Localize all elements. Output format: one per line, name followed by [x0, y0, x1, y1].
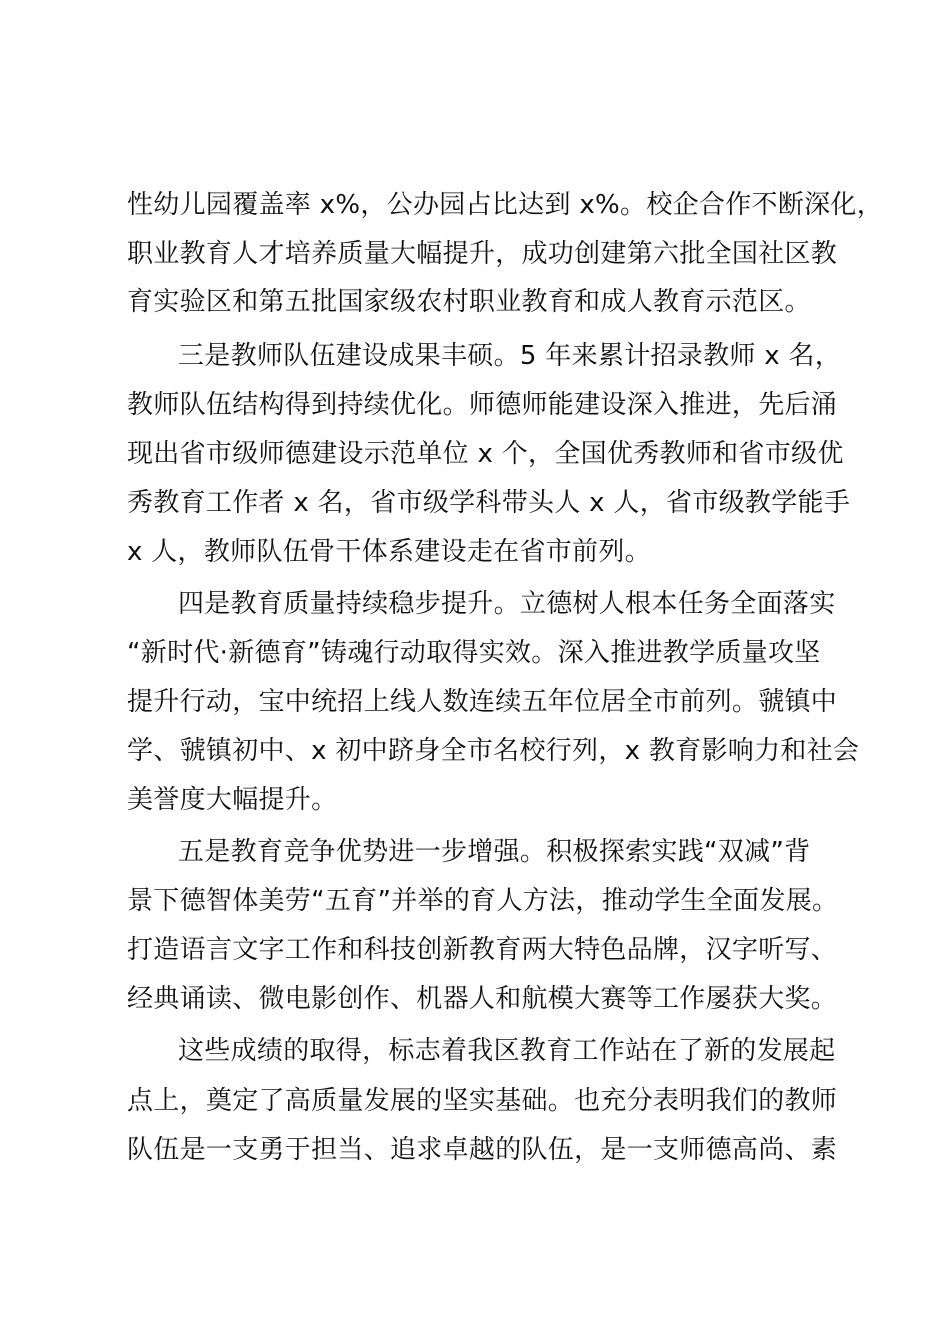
text-line: 美誉度大幅提升。: [127, 785, 338, 815]
paragraph-first-line: 这些成绩的取得，标志着我区教育工作站在了新的发展起: [178, 1036, 836, 1066]
text-line: 现出省市级师德建设示范单位 x 个，全国优秀教师和省市级优: [127, 439, 844, 469]
text-line: 打造语言文字工作和科技创新教育两大特色品牌，汉字听写、: [127, 935, 838, 965]
text-line: 教师队伍结构得到持续优化。师德师能建设深入推进，先后涌: [127, 390, 838, 420]
paragraph-first-line: 三是教师队伍建设成果丰硕。5 年来累计招录教师 x 名，: [178, 341, 842, 371]
paragraph-first-line: 五是教育竞争优势进一步增强。积极探索实践“双减”背: [178, 837, 811, 867]
text-line: 性幼儿园覆盖率 x%，公办园占比达到 x%。校企合作不断深化，: [127, 190, 884, 220]
text-line: 育实验区和第五批国家级农村职业教育和成人教育示范区。: [127, 287, 811, 317]
text-line: “新时代·新德育”铸魂行动取得实效。深入推进教学质量攻坚: [127, 638, 821, 668]
text-line: 秀教育工作者 x 名，省市级学科带头人 x 人，省市级教学能手: [127, 488, 851, 518]
text-line: 经典诵读、微电影创作、机器人和航模大赛等工作屡获大奖。: [127, 984, 838, 1014]
text-line: x 人，教师队伍骨干体系建设走在省市前列。: [127, 537, 651, 567]
text-line: 景下德智体美劳“五育”并举的育人方法，推动学生全面发展。: [127, 886, 839, 916]
text-line: 点上，奠定了高质量发展的坚实基础。也充分表明我们的教师: [127, 1086, 838, 1116]
text-line: 提升行动，宝中统招上线人数连续五年位居全市前列。虢镇中: [127, 687, 838, 717]
paragraph-first-line: 四是教育质量持续稳步提升。立德树人根本任务全面落实: [178, 589, 836, 619]
text-line: 队伍是一支勇于担当、追求卓越的队伍，是一支师德高尚、素: [127, 1135, 838, 1165]
text-line: 职业教育人才培养质量大幅提升，成功创建第六批全国社区教: [127, 239, 838, 269]
text-line: 学、虢镇初中、x 初中跻身全市名校行列，x 教育影响力和社会: [127, 736, 860, 766]
